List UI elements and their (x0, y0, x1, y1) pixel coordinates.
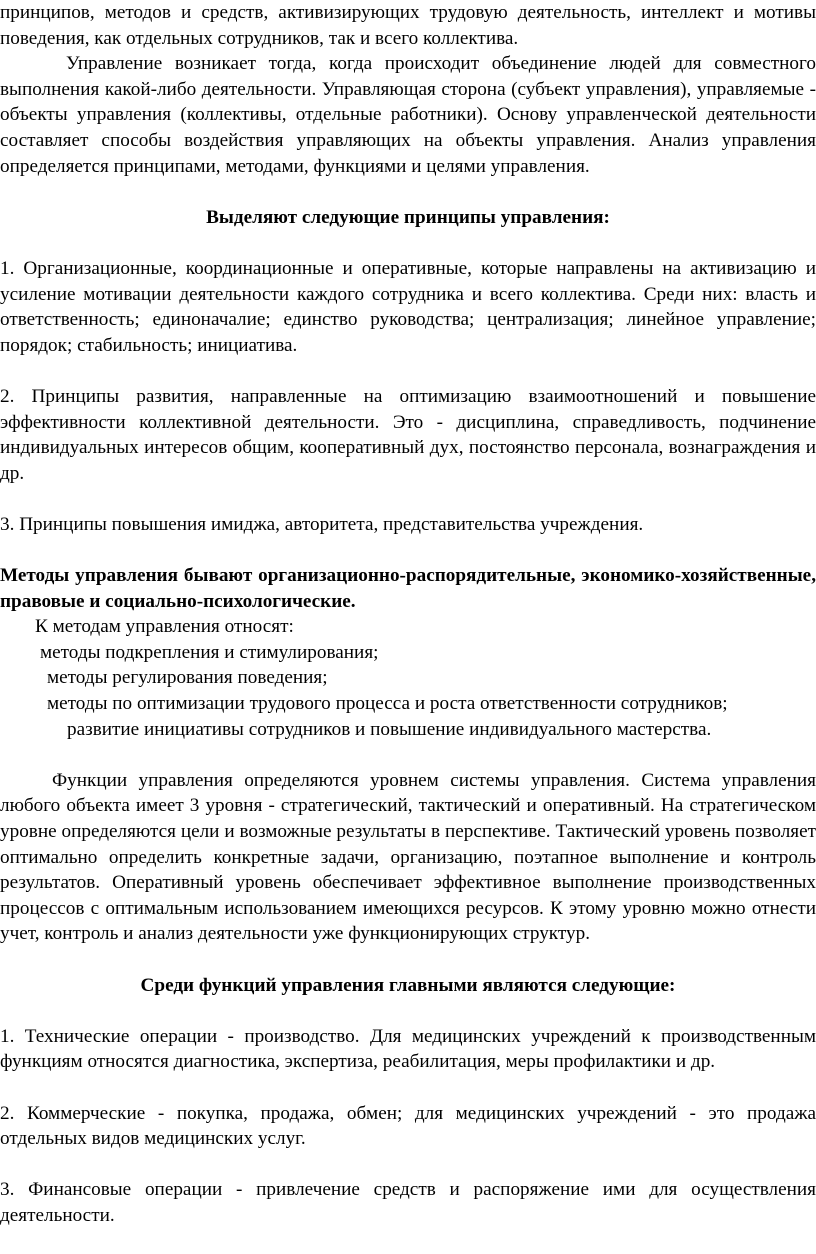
spacer (0, 537, 816, 563)
spacer (0, 179, 816, 205)
spacer (0, 358, 816, 384)
methods-list-item: развитие инициативы сотрудников и повышение индивидуального мастерства. (67, 718, 712, 740)
spacer (0, 1075, 816, 1101)
methods-heading-paragraph: Методы управления бывают организационно-распорядительные, экономико-хозяйственные, правовые и социально-психологические. (0, 565, 816, 612)
functions-paragraph: Функции управления определяются уровнем системы управления. Система управления любого объекта имеет 3 уровня - стратегический, тактический и оперативный. На стратегическом уровне определяются цели и возможные результаты в перспективе. Тактический уровень позволяет оптимально определить конкретные задачи, организацию, поэтапное выполнение и контроль результатов. Оперативный уровень обеспечивает эффективное выполнение производственных процессов с оптимальным использованием имеющихся ресурсов. К этому уровню можно отнести учет, контроль и анализ деятельности уже функционирующих структур. (0, 769, 816, 945)
methods-list-item: методы по оптимизации трудового процесса и роста ответственности сотрудников; (47, 693, 728, 715)
management-paragraph: Управление возникает тогда, когда происходит объединение людей для совместного выполнения какой-либо деятельности. Управляющая сторона (субъект управления), управляемые - объекты управления (коллективы, отдельные работники). Основу управленческой деятельности составляет способы воздействия управляющих на объекты управления. Анализ управления определяется принципами, методами, функциями и целями управления. (0, 53, 816, 177)
functions-heading: Среди функций управления главными являются следующие: (140, 974, 676, 996)
spacer (0, 998, 816, 1024)
intro-paragraph-tail: принципов, методов и средств, активизирующих трудовую деятельность, интеллект и мотивы поведения, как отдельных сотрудников, так и всего коллектива. (0, 2, 816, 49)
spacer (0, 1152, 816, 1178)
function-item-2: 2. Коммерческие - покупка, продажа, обмен; для медицинских учреждений - это продажа отдельных видов медицинских услуг. (0, 1102, 816, 1150)
spacer (0, 742, 816, 768)
principle-item-3: 3. Принципы повышения имиджа, авторитета, представительства учреждения. (0, 513, 644, 535)
spacer (0, 947, 816, 973)
function-item-3: 3. Финансовые операции - привлечение средств и распоряжение ими для осуществления деятельности. (0, 1179, 816, 1226)
spacer (0, 230, 816, 256)
principle-item-1: 1. Организационные, координационные и оперативные, которые направлены на активизацию и усиление мотивации деятельности каждого сотрудника и всего коллектива. Среди них: власть и ответственность; единоначалие; единство руководства; централизация; линейное управление; порядок; стабильность; инициатива. (0, 257, 816, 356)
methods-list-item: методы подкрепления и стимулирования; (40, 641, 379, 663)
methods-intro: К методам управления относят: (35, 616, 294, 638)
principles-heading: Выделяют следующие принципы управления: (206, 206, 610, 228)
function-item-1: 1. Технические операции - производство. Для медицинских учреждений к производственным функциям относятся диагностика, экспертиза, реабилитация, меры профилактики и др. (0, 1025, 816, 1073)
methods-list-item: методы регулирования поведения; (47, 667, 328, 689)
spacer (0, 486, 816, 512)
principle-item-2: 2. Принципы развития, направленные на оптимизацию взаимоотношений и повышение эффективности коллективной деятельности. Это - дисциплина, справедливость, подчинение индивидуальных интересов общим, кооперативный дух, постоянство персонала, вознаграждения и др. (0, 385, 816, 484)
